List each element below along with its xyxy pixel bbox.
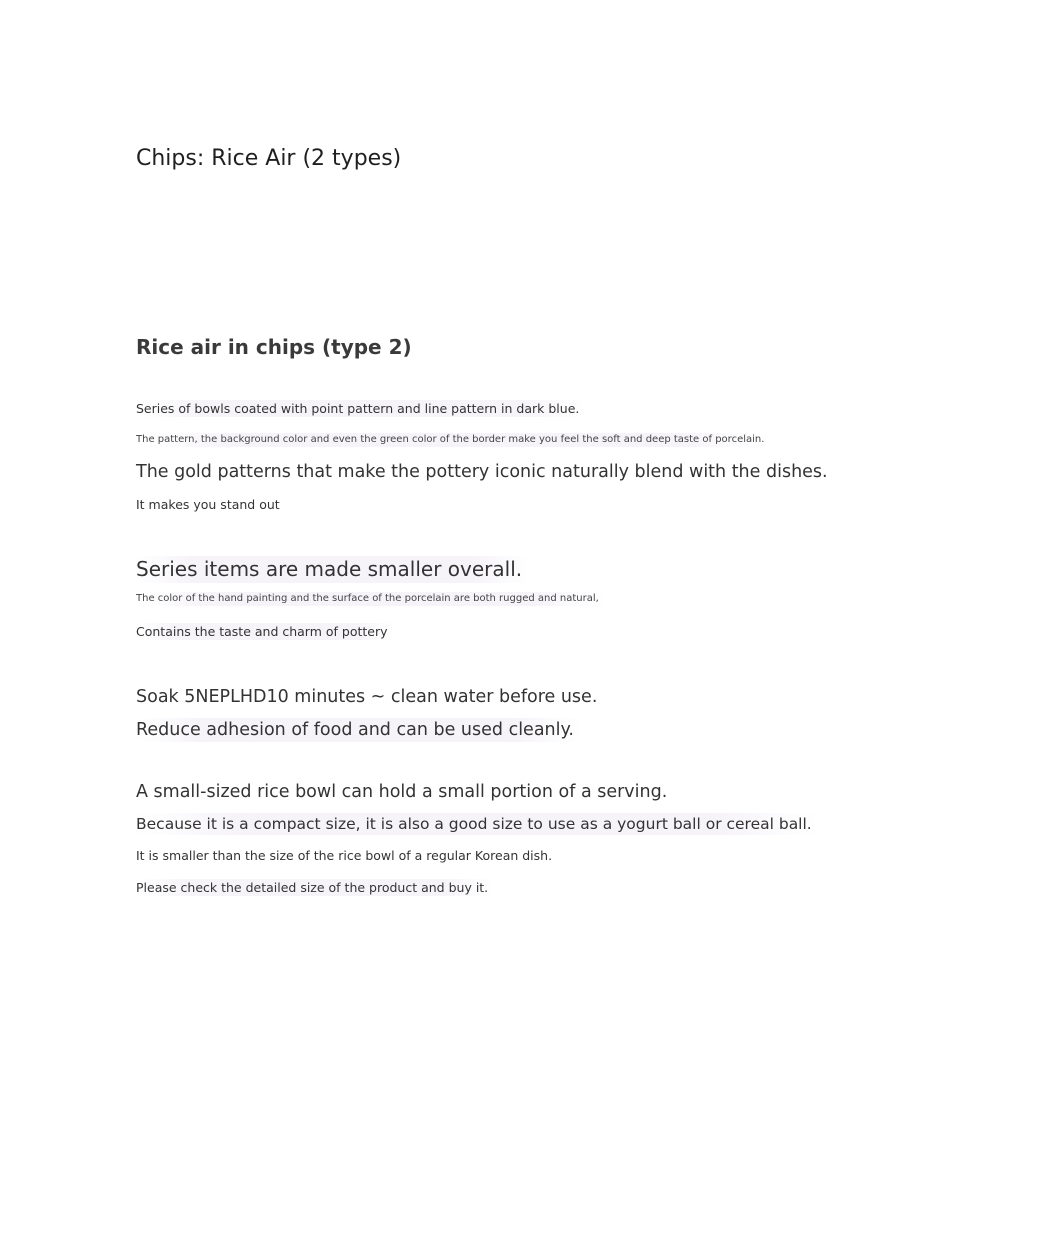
- description-line: The gold patterns that make the pottery iconic naturally blend with the dishes.: [136, 462, 828, 482]
- description-line: Reduce adhesion of food and can be used cleanly.: [136, 718, 580, 742]
- description-line: Soak 5NEPLHD10 minutes ~ clean water before use.: [136, 687, 598, 707]
- description-line: Contains the taste and charm of pottery: [136, 623, 394, 640]
- description-line: Because it is a compact size, it is also a good size to use as a yogurt ball or cereal ball.: [136, 813, 818, 835]
- description-line: The color of the hand painting and the surface of the porcelain are both rugged and natural,: [136, 592, 605, 606]
- page-title: Chips: Rice Air (2 types): [136, 146, 402, 171]
- description-line: Series of bowls coated with point pattern and line pattern in dark blue.: [136, 400, 585, 417]
- description-line: Please check the detailed size of the product and buy it.: [136, 879, 494, 896]
- description-line: It is smaller than the size of the rice bowl of a regular Korean dish.: [136, 848, 553, 863]
- product-subtitle: Rice air in chips (type 2): [136, 335, 412, 359]
- description-line: A small-sized rice bowl can hold a small portion of a serving.: [136, 782, 668, 802]
- description-line: Series items are made smaller overall.: [136, 556, 528, 583]
- description-line: It makes you stand out: [136, 497, 280, 512]
- description-line: The pattern, the background color and even the green color of the border make you feel the soft and deep taste of porcelain.: [136, 433, 770, 447]
